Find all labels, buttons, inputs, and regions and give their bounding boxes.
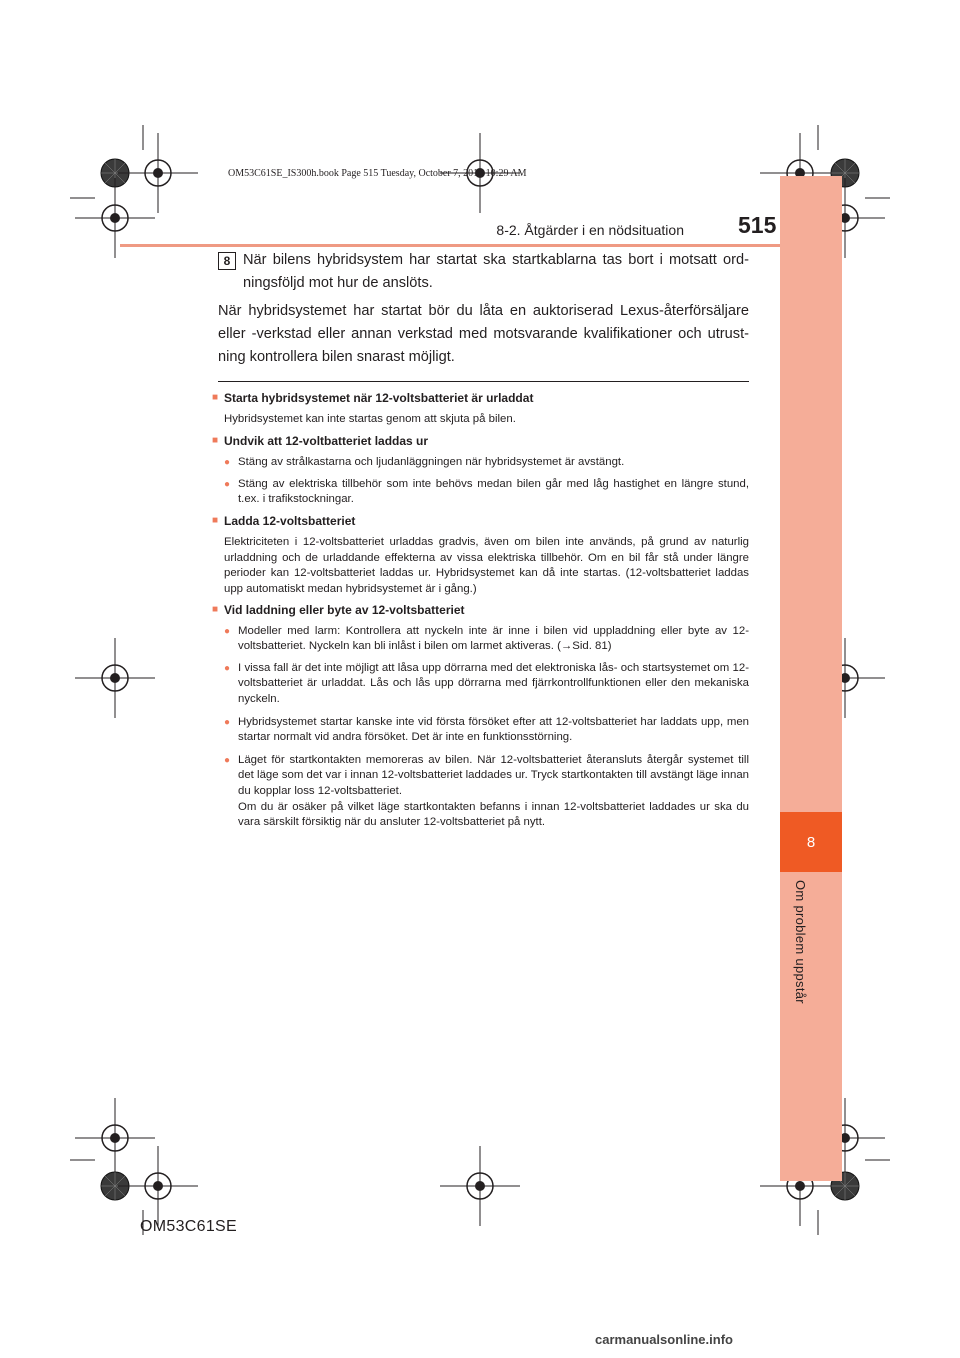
chapter-number: 8	[780, 812, 842, 872]
note-heading: ■ Undvik att 12-voltbatteriet laddas ur	[224, 434, 428, 448]
notes-divider	[218, 381, 749, 382]
chapter-label: Om problem uppstår	[793, 880, 808, 1004]
note-text: Hybridsystemet kan inte startas genom att skjuta på bilen.	[224, 413, 516, 425]
note-bullet: ● I vissa fall är det inte möjligt att låsa upp dörrarna med det elektroniska lås- och startsystemet om 12-voltsbatteriet är urladdat. Lås och lås upp dörrarna med fjärrkontrollfunktionen eller den mekaniska nyckeln.	[238, 661, 749, 707]
note-bullet: ● Läget för startkontakten memoreras av bilen. När 12-voltsbatteriet återansluts återgår systemet till det läge som det var i innan 12-voltsbatteriet laddades ur. Tryck startkontakten till avstängt läge innan du kopplar loss 12-voltsbatteriet.	[238, 753, 749, 799]
document-code: OM53C61SE	[140, 1218, 237, 1235]
note-bullet: ● Stäng av strålkastarna och ljudanläggningen när hybridsystemet är avstängt.	[238, 455, 749, 470]
print-file-banner: OM53C61SE_IS300h.book Page 515 Tuesday, October 7, 2014 10:29 AM	[228, 168, 527, 179]
step-followup-text: När hybridsystemet har startat bör du låta en auktoriserad Lexus-återförsäljare eller -verkstad eller annan verkstad med motsvarande kvalifikationer och utrust-ning kontrollera bilen snarast möjligt.	[218, 303, 749, 365]
note-bullet: ● Hybridsystemet startar kanske inte vid första försöket efter att 12-voltsbatteriet har laddats upp, men startar normalt vid andra försöket. Det är inte en funktionsstörning.	[238, 715, 749, 746]
chapter-side-tab	[780, 176, 842, 1181]
step-number-badge: 8	[218, 252, 236, 270]
note-bullet: ● Modeller med larm: Kontrollera att nyckeln inte är inne i bilen vid uppladdning eller byte av 12-voltsbatteriet. Nyckeln kan bli inlåst i bilen om larmet aktiveras. (→Sid. 81)	[238, 624, 749, 655]
section-title: 8-2. Åtgärder i en nödsituation	[496, 222, 684, 238]
page-number: 515	[738, 212, 777, 238]
note-heading: ■ Vid laddning eller byte av 12-voltsbatteriet	[224, 603, 465, 617]
header-rule	[120, 244, 780, 247]
note-text: Elektriciteten i 12-voltsbatteriet urladdas gradvis, även om bilen inte används, på grund av naturlig urladdning och de urladdande effekterna av vissa elektriska tillbehör. Om en bil får stå under längre perioder kan 12-voltsbatteriet laddas ur. Hybridsystemet kan då inte startas. (12-voltsbatteriet laddas upp automatiskt medan hybridsystemet är i gång.)	[224, 536, 749, 595]
step-text: När bilens hybridsystem har startat ska startkablarna tas bort i motsatt ord-ningsföljd mot hur de anslöts.	[243, 252, 749, 291]
watermark-site: carmanualsonline.info	[595, 1332, 733, 1347]
note-bullet: ● Stäng av elektriska tillbehör som inte behövs medan bilen går med låg hastighet en längre stund, t.ex. i trafikstockningar.	[238, 477, 749, 508]
note-heading: ■ Starta hybridsystemet när 12-voltsbatteriet är urladdat	[224, 391, 533, 405]
note-bullet-continuation: Om du är osäker på vilket läge startkontakten befanns i innan 12-voltsbatteriet laddades ur ska du vara särskilt försiktig när du ansluter 12-voltsbatteriet på nytt.	[238, 801, 749, 829]
note-heading: ■ Ladda 12-voltsbatteriet	[224, 514, 355, 528]
